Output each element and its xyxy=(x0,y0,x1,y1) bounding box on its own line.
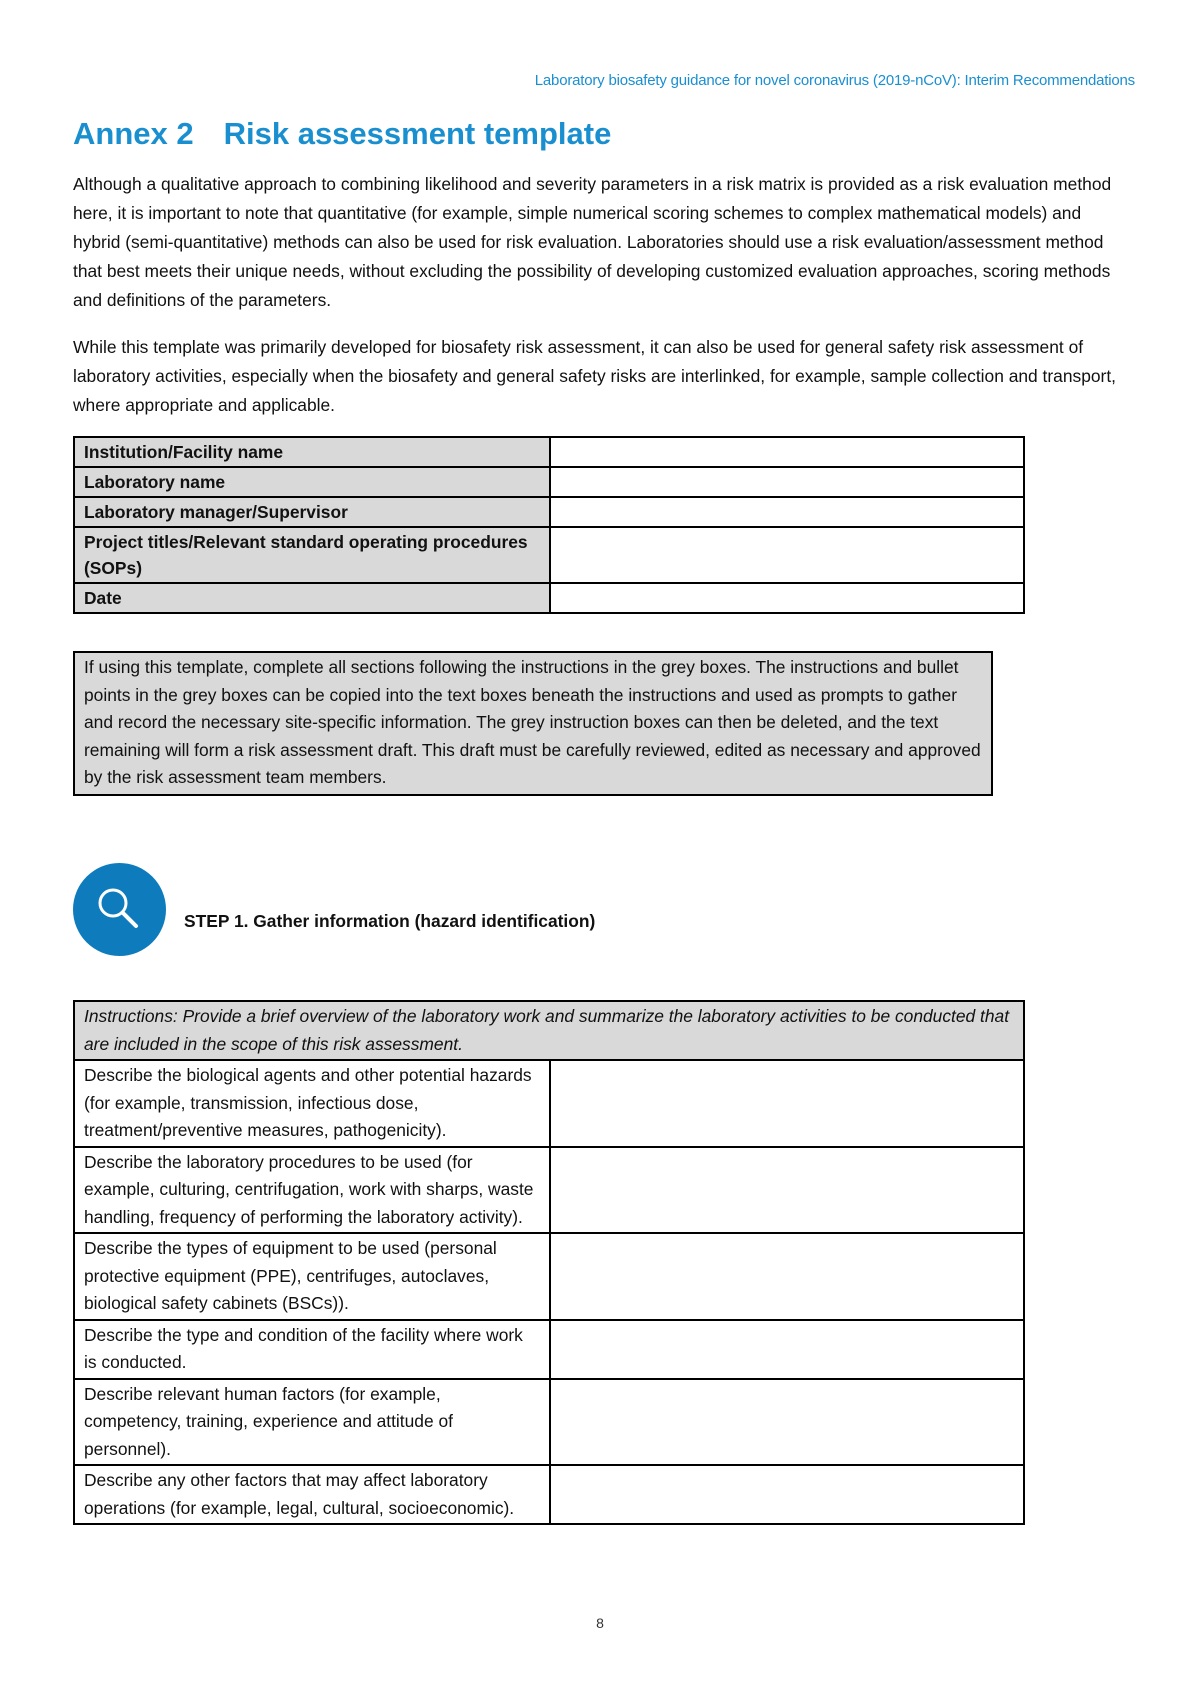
page-number: 8 xyxy=(596,1615,604,1631)
annex-number: Annex 2 xyxy=(73,116,194,151)
project-titles-field[interactable] xyxy=(550,527,1024,583)
magnifier-icon-graphic xyxy=(73,863,166,956)
table-row xyxy=(74,1320,1024,1379)
template-instruction-box: If using this template, complete all sections following the instructions in the grey boxes. The instructions and bullet points in the grey boxes can be copied into the text boxes beneath the instructions and used as prompts to gather and record the necessary site-specific information. The grey instruction boxes can then be deleted, and the text remaining will form a risk assessment draft. This draft must be carefully reviewed, edited as necessary and approved by the risk assessment team members. xyxy=(73,651,993,796)
intro-paragraph-1: Although a qualitative approach to combining likelihood and severity parameters in a risk matrix is provided as a risk evaluation method here, it is important to note that quantitative (for example, simple numerical scoring schemes to complex mathematical models) and hybrid (semi-quantitative) methods can also be used for risk evaluation. Laboratories should use a risk evaluation/assessment method that best meets their unique needs, without excluding the possibility of developing customized evaluation approaches, scoring methods and definitions of the parameters. xyxy=(73,174,1112,310)
date-field[interactable] xyxy=(550,583,1024,613)
table-row xyxy=(74,1379,1024,1466)
biological-agents-prompt: Describe the biological agents and other potential hazards (for example, transmission, infectious dose, treatment/preventive measures, pathogenicity). xyxy=(74,1060,550,1147)
table-row xyxy=(74,1060,1024,1147)
laboratory-manager-label: Laboratory manager/Supervisor xyxy=(74,497,550,527)
magnifier-icon xyxy=(73,863,166,956)
other-factors-prompt: Describe any other factors that may affect laboratory operations (for example, legal, cultural, socioeconomic). xyxy=(74,1465,550,1524)
step1-title: STEP 1. Gather information (hazard identification) xyxy=(184,911,596,931)
table-row xyxy=(74,1233,1024,1320)
equipment-field[interactable] xyxy=(550,1233,1024,1320)
step1-table xyxy=(73,1000,1025,1525)
other-factors-field[interactable] xyxy=(550,1465,1024,1524)
institution-field[interactable] xyxy=(550,437,1024,467)
laboratory-manager-field[interactable] xyxy=(550,497,1024,527)
institution-label: Institution/Facility name xyxy=(74,437,550,467)
equipment-prompt: Describe the types of equipment to be used (personal protective equipment (PPE), centrifuges, autoclaves, biological safety cabinets (BSCs)). xyxy=(74,1233,550,1320)
table-row xyxy=(74,437,1024,467)
table-row xyxy=(74,497,1024,527)
laboratory-name-field[interactable] xyxy=(550,467,1024,497)
facility-field[interactable] xyxy=(550,1320,1024,1379)
table-row xyxy=(74,1147,1024,1234)
intro-paragraph-2: While this template was primarily developed for biosafety risk assessment, it can also be used for general safety risk assessment of laboratory activities, especially when the biosafety and general safety risks are interlinked, for example, sample collection and transport, where appropriate and applicable. xyxy=(73,337,1117,415)
biological-agents-field[interactable] xyxy=(550,1060,1024,1147)
annex-title xyxy=(73,116,611,152)
laboratory-name-label: Laboratory name xyxy=(74,467,550,497)
facility-info-table xyxy=(73,436,1025,614)
table-row xyxy=(74,583,1024,613)
human-factors-prompt: Describe relevant human factors (for example, competency, training, experience and attitude of personnel). xyxy=(74,1379,550,1466)
annex-heading: Risk assessment template xyxy=(223,116,612,151)
facility-prompt: Describe the type and condition of the facility where work is conducted. xyxy=(74,1320,550,1379)
date-label: Date xyxy=(74,583,550,613)
table-row xyxy=(74,1001,1024,1060)
laboratory-procedures-field[interactable] xyxy=(550,1147,1024,1234)
table-row xyxy=(74,1465,1024,1524)
step1-instructions: Instructions: Provide a brief overview of the laboratory work and summarize the laboratory activities to be conducted that are included in the scope of this risk assessment. xyxy=(74,1001,1024,1060)
running-header: Laboratory biosafety guidance for novel coronavirus (2019-nCoV): Interim Recommendations xyxy=(534,72,1135,89)
laboratory-procedures-prompt: Describe the laboratory procedures to be used (for example, culturing, centrifugation, work with sharps, waste handling, frequency of performing the laboratory activity). xyxy=(74,1147,550,1234)
table-row xyxy=(74,527,1024,583)
human-factors-field[interactable] xyxy=(550,1379,1024,1466)
table-row xyxy=(74,467,1024,497)
project-titles-label: Project titles/Relevant standard operating procedures (SOPs) xyxy=(74,527,550,583)
